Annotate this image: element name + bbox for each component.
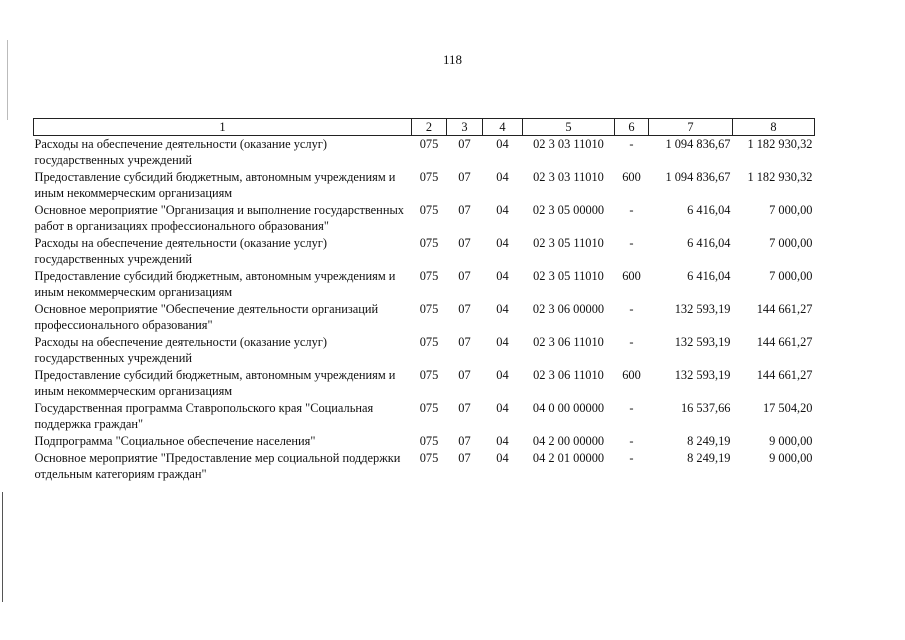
row-amount-col8-cell: 1 182 930,32	[747, 170, 813, 184]
header-cell: 4	[483, 119, 523, 136]
row-amount-col7-cell: 132 593,19	[674, 335, 731, 349]
row-name-cell: Основное мероприятие "Организация и выполнение государственных работ в организациях профессионального образования"	[34, 203, 404, 233]
row-expense-type-cell: -	[629, 203, 634, 217]
row-amount-col7-cell: 132 593,19	[674, 302, 731, 316]
row-amount-col7-cell: 6 416,04	[687, 203, 731, 217]
budget-table	[33, 118, 815, 483]
row-amount-col7-cell: 6 416,04	[687, 269, 731, 283]
table-row	[34, 367, 815, 400]
row-amount-col8-cell: 17 504,20	[762, 401, 813, 415]
row-subsection-cell: 04	[496, 401, 509, 415]
header-cell: 2	[412, 119, 447, 136]
row-section-cell: 07	[458, 335, 471, 349]
row-amount-col7-cell: 8 249,19	[687, 451, 731, 465]
scan-edge-mark	[7, 40, 8, 120]
row-subsection-cell: 04	[496, 170, 509, 184]
row-name-cell: Основное мероприятие "Обеспечение деятельности организаций профессионального образования"	[34, 302, 379, 332]
row-amount-col8-cell: 144 661,27	[756, 335, 813, 349]
row-ministry-code-cell: 075	[419, 368, 439, 382]
row-amount-col7-cell: 6 416,04	[687, 236, 731, 250]
row-expense-type-cell: -	[629, 137, 634, 151]
row-target-article-cell: 02 3 06 11010	[533, 368, 604, 382]
row-amount-col8-cell: 1 182 930,32	[747, 137, 813, 151]
row-subsection-cell: 04	[496, 368, 509, 382]
row-subsection-cell: 04	[496, 269, 509, 283]
row-section-cell: 07	[458, 269, 471, 283]
row-expense-type-cell: 600	[622, 269, 641, 283]
row-name-cell: Предоставление субсидий бюджетным, автономным учреждениям и иным некоммерческим организациям	[34, 170, 396, 200]
row-subsection-cell: 04	[496, 203, 509, 217]
table-row	[34, 450, 815, 483]
row-expense-type-cell: -	[629, 401, 634, 415]
row-target-article-cell: 04 2 01 00000	[532, 451, 605, 465]
row-amount-col8-cell: 7 000,00	[769, 203, 813, 217]
row-subsection-cell: 04	[496, 335, 509, 349]
row-target-article-cell: 04 2 00 00000	[532, 434, 605, 448]
row-subsection-cell: 04	[496, 302, 509, 316]
row-expense-type-cell: 600	[622, 368, 641, 382]
row-expense-type-cell: -	[629, 302, 634, 316]
row-section-cell: 07	[458, 170, 471, 184]
row-target-article-cell: 02 3 05 11010	[533, 236, 604, 250]
row-ministry-code-cell: 075	[419, 335, 439, 349]
row-amount-col8-cell: 9 000,00	[769, 451, 813, 465]
table-row	[34, 268, 815, 301]
row-ministry-code-cell: 075	[419, 401, 439, 415]
row-amount-col8-cell: 7 000,00	[769, 236, 813, 250]
row-amount-col8-cell: 9 000,00	[769, 434, 813, 448]
header-cell: 5	[523, 119, 615, 136]
row-target-article-cell: 02 3 06 11010	[533, 335, 604, 349]
row-name-cell: Расходы на обеспечение деятельности (оказание услуг) государственных учреждений	[34, 335, 328, 365]
row-section-cell: 07	[458, 236, 471, 250]
table-row	[34, 334, 815, 367]
row-expense-type-cell: -	[629, 236, 634, 250]
row-target-article-cell: 02 3 06 00000	[532, 302, 605, 316]
row-section-cell: 07	[458, 401, 471, 415]
table-row	[34, 136, 815, 170]
row-expense-type-cell: -	[629, 434, 634, 448]
row-target-article-cell: 02 3 03 11010	[533, 137, 604, 151]
header-row	[34, 119, 815, 136]
row-ministry-code-cell: 075	[419, 203, 439, 217]
table-row	[34, 202, 815, 235]
row-amount-col7-cell: 1 094 836,67	[665, 137, 731, 151]
row-amount-col7-cell: 132 593,19	[674, 368, 731, 382]
row-target-article-cell: 04 0 00 00000	[532, 401, 605, 415]
row-amount-col7-cell: 16 537,66	[680, 401, 731, 415]
row-expense-type-cell: -	[629, 335, 634, 349]
row-amount-col8-cell: 144 661,27	[756, 368, 813, 382]
row-ministry-code-cell: 075	[419, 236, 439, 250]
row-section-cell: 07	[458, 451, 471, 465]
row-target-article-cell: 02 3 05 11010	[533, 269, 604, 283]
row-name-cell: Подпрограмма "Социальное обеспечение населения"	[34, 434, 316, 448]
row-ministry-code-cell: 075	[419, 170, 439, 184]
row-name-cell: Предоставление субсидий бюджетным, автономным учреждениям и иным некоммерческим организациям	[34, 269, 396, 299]
table-header	[34, 119, 815, 136]
row-ministry-code-cell: 075	[419, 137, 439, 151]
row-ministry-code-cell: 075	[419, 451, 439, 465]
row-section-cell: 07	[458, 137, 471, 151]
table-row	[34, 235, 815, 268]
header-cell: 3	[447, 119, 483, 136]
row-target-article-cell: 02 3 03 11010	[533, 170, 604, 184]
header-cell: 6	[615, 119, 649, 136]
row-section-cell: 07	[458, 302, 471, 316]
table-row	[34, 433, 815, 450]
row-expense-type-cell: -	[629, 451, 634, 465]
row-name-cell: Расходы на обеспечение деятельности (оказание услуг) государственных учреждений	[34, 236, 328, 266]
table-row	[34, 169, 815, 202]
table-body	[34, 136, 815, 484]
row-name-cell: Государственная программа Ставропольского края "Социальная поддержка граждан"	[34, 401, 374, 431]
header-cell: 1	[34, 119, 412, 136]
page-number: 118	[442, 52, 463, 67]
row-name-cell: Расходы на обеспечение деятельности (оказание услуг) государственных учреждений	[34, 137, 328, 167]
scan-edge-line	[2, 492, 3, 602]
row-subsection-cell: 04	[496, 451, 509, 465]
row-amount-col8-cell: 7 000,00	[769, 269, 813, 283]
row-section-cell: 07	[458, 368, 471, 382]
row-subsection-cell: 04	[496, 434, 509, 448]
table-row	[34, 301, 815, 334]
row-section-cell: 07	[458, 434, 471, 448]
row-section-cell: 07	[458, 203, 471, 217]
row-amount-col7-cell: 1 094 836,67	[665, 170, 731, 184]
row-target-article-cell: 02 3 05 00000	[532, 203, 605, 217]
header-cell: 8	[733, 119, 815, 136]
row-amount-col7-cell: 8 249,19	[687, 434, 731, 448]
row-subsection-cell: 04	[496, 137, 509, 151]
row-ministry-code-cell: 075	[419, 302, 439, 316]
row-ministry-code-cell: 075	[419, 269, 439, 283]
header-cell: 7	[649, 119, 733, 136]
row-name-cell: Основное мероприятие "Предоставление мер социальной поддержки отдельным категориям граждан"	[34, 451, 401, 481]
row-amount-col8-cell: 144 661,27	[756, 302, 813, 316]
row-expense-type-cell: 600	[622, 170, 641, 184]
row-ministry-code-cell: 075	[419, 434, 439, 448]
row-name-cell: Предоставление субсидий бюджетным, автономным учреждениям и иным некоммерческим организациям	[34, 368, 396, 398]
row-subsection-cell: 04	[496, 236, 509, 250]
table-row	[34, 400, 815, 433]
